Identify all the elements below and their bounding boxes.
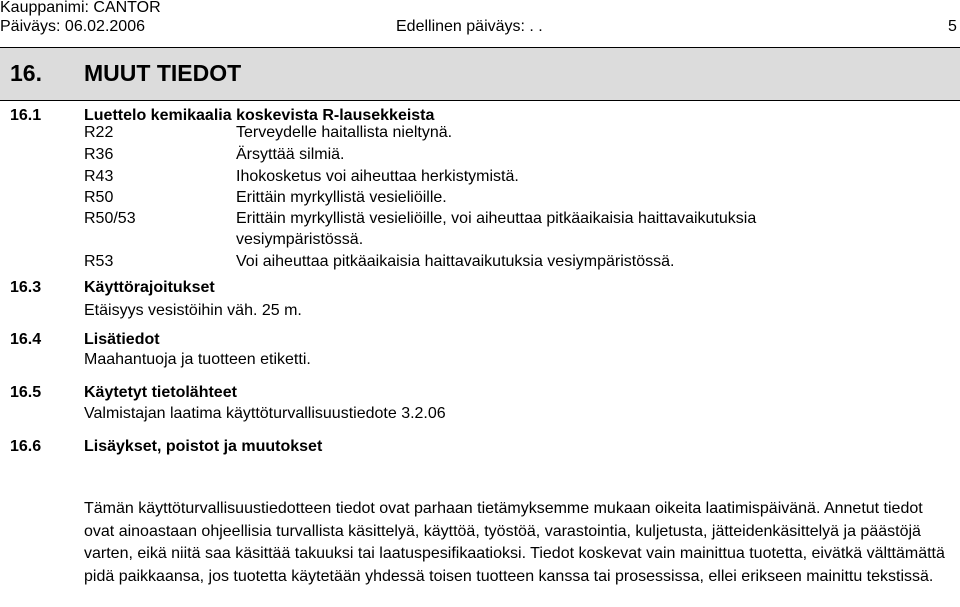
r-code-r36: R36 xyxy=(84,146,114,163)
r-phrase-r43: Ihokosketus voi aiheuttaa herkistymistä. xyxy=(236,168,519,185)
r-phrase-r50-53-line-1: Erittäin myrkyllistä vesieliöille, voi aiheuttaa pitkäaikaisia haittavaikutuksia xyxy=(236,210,757,227)
section-number: 16. xyxy=(10,60,42,86)
r-code-r50-53: R50/53 xyxy=(84,210,136,227)
disclaimer-paragraph: Tämän käyttöturvallisuustiedotteen tiedot ovat parhaan tietämyksemme mukaan oikeita laatimispäivänä. Annetut tiedot ovat ainoastaan ohjeellisia turvallista käsittelyä, käyttöä, työstöä, varastointia, kuljetusta, jätteidenkäsittelyä ja päästöjä varten, eikä niitä saa käsittää takuuksi tai laatuspesifikaatioksi. Tiedot koskevat vain mainittua tuotetta, eivätkä välttämättä pidä paikkaansa, jos tuotetta käytetään yhdessä toisen tuotteen kanssa tai prosessissa, ellei erikseen mainittu tekstissä. xyxy=(84,500,945,585)
subsection-16-1-number: 16.1 xyxy=(10,107,42,124)
subsection-16-5-text: Valmistajan laatima käyttöturvallisuustiedote 3.2.06 xyxy=(84,405,446,422)
company-name: Kauppanimi: CANTOR xyxy=(0,0,161,16)
r-code-r22: R22 xyxy=(84,124,114,141)
r-code-r50: R50 xyxy=(84,189,114,206)
subsection-16-6-title: Lisäykset, poistot ja muutokset xyxy=(84,438,323,455)
r-phrase-r22: Terveydelle haitallista nieltynä. xyxy=(236,124,453,141)
r-phrase-r50: Erittäin myrkyllistä vesieliöille. xyxy=(236,189,447,206)
subsection-16-1-title: Luettelo kemikaalia koskevista R-lausekkeista xyxy=(84,107,435,124)
r-phrase-r36: Ärsyttää silmiä. xyxy=(236,146,345,163)
section-title: MUUT TIEDOT xyxy=(84,60,242,86)
subsection-16-6-number: 16.6 xyxy=(10,438,42,455)
r-code-r43: R43 xyxy=(84,168,114,185)
subsection-16-3-text: Etäisyys vesistöihin väh. 25 m. xyxy=(84,302,302,319)
r-phrase-r50-53-line-2: vesiympäristössä. xyxy=(236,231,364,248)
subsection-16-4-number: 16.4 xyxy=(10,331,42,348)
document-date: Päiväys: 06.02.2006 xyxy=(0,18,145,35)
header-rule-bottom xyxy=(0,100,960,101)
subsection-16-5-title: Käytetyt tietolähteet xyxy=(84,384,237,401)
subsection-16-5-number: 16.5 xyxy=(10,384,42,401)
subsection-16-4-title: Lisätiedot xyxy=(84,331,160,348)
r-phrase-r53: Voi aiheuttaa pitkäaikaisia haittavaikutuksia vesiympäristössä. xyxy=(236,253,675,270)
subsection-16-3-number: 16.3 xyxy=(10,279,42,296)
subsection-16-4-text: Maahantuoja ja tuotteen etiketti. xyxy=(84,351,311,368)
page-number: 5 xyxy=(948,18,957,35)
previous-date: Edellinen päiväys: . . xyxy=(396,18,543,35)
r-code-r53: R53 xyxy=(84,253,114,270)
subsection-16-3-title: Käyttörajoitukset xyxy=(84,279,215,296)
header-rule-top xyxy=(0,47,960,48)
